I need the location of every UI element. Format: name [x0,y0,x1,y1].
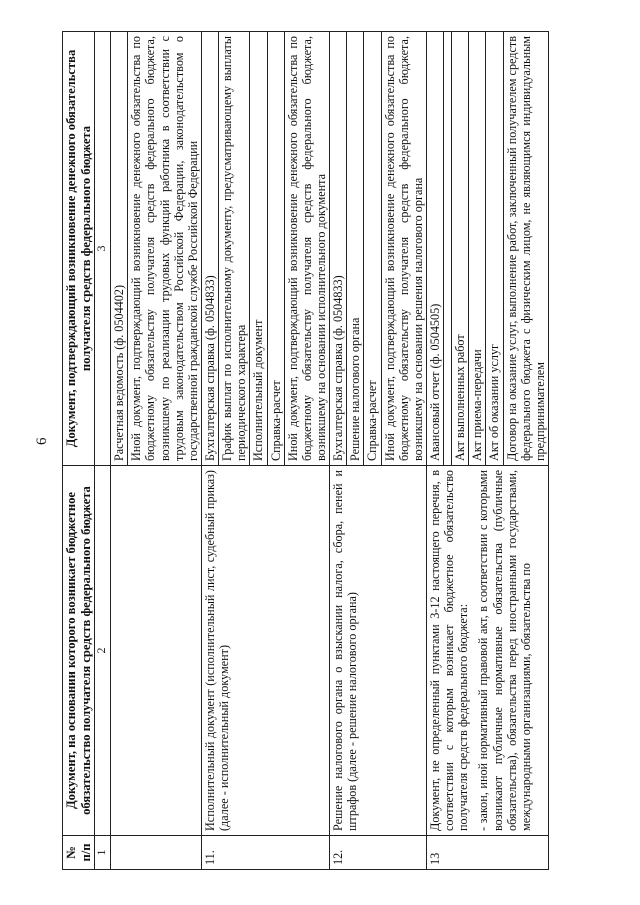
row-num: 13 [427,836,549,870]
page-number: 6 [34,437,50,445]
doc-item: График выплат по исполнительному документу, предусматривающему выплаты периодического характера [219,32,250,466]
doc-item: Акт приема-передачи [469,32,486,466]
doc-item-empty [444,32,452,466]
basis-paragraph: Документ, не определенный пунктами 3-12 настоящего перечня, в соответствии с которым возникает бюджетное обязательство получателя средств федерального бюджета: [428,470,471,831]
doc-item: Справка-расчет [364,32,381,466]
doc-item: Авансовый отчет (ф. 0504505) [427,32,444,466]
doc-item: Договор на оказание услуг, выполнение работ, заключенный получателем средств федерального бюджета с физическим лицом, не являющимся индивидуальным предпринимателем [503,32,548,466]
doc-item: Бухгалтерская справка (ф. 0504833) [202,32,219,466]
column-index-row [95,32,111,870]
row-basis [111,466,202,836]
doc-item: Решение налогового органа [347,32,364,466]
doc-item: Исполнительный документ [250,32,267,466]
basis-paragraph: - закон, иной нормативный правовой акт, в соответствии с которыми возникают публичные нормативные обязательства (публичные обязательства), обязательства перед иностранными государствами, международными организациями, обязательства по [476,470,533,831]
header-num: № п/п [63,836,95,870]
doc-item: Справка-расчет [267,32,284,466]
header-row [63,32,95,870]
doc-item: Иной документ, подтверждающий возникновение денежного обязательства по бюджетному обязательству получателя средств федерального бюджета, возникшему по реализации трудовых функций работника в соответствии с трудовым законодательством Российской Федерации, законодательством о государственной гражданской службе Российской Федерации [128,32,202,466]
table-row [111,32,128,870]
row-num: 12. [330,836,427,870]
column-index: 1 [95,836,111,870]
doc-item: Акт об оказании услуг [486,32,503,466]
row-basis: Решение налогового органа о взыскании налога, сбора, пеней и штрафов (далее - решение налогового органа) [330,466,427,836]
header-basis: Документ, на основании которого возникает бюджетное обязательство получателя средств федерального бюджета [63,466,95,836]
column-index: 2 [95,466,111,836]
row-num [111,836,202,870]
doc-item: Бухгалтерская справка (ф. 0504833) [330,32,347,466]
header-document: Документ, подтверждающий возникновение денежного обязательства получателя средств федерального бюджета [63,32,95,466]
row-basis [427,466,549,836]
obligations-table [62,31,549,870]
column-index: 3 [95,32,111,466]
row-basis: Исполнительный документ (исполнительный лист, судебный приказ) (далее - исполнительный документ) [202,466,330,836]
doc-item: Расчетная ведомость (ф. 0504402) [111,32,128,466]
doc-item: Акт выполненных работ [452,32,469,466]
doc-item: Иной документ, подтверждающий возникновение денежного обязательства по бюджетному обязательству получателя средств федерального бюджета, возникшему на основании исполнительного документа [284,32,329,466]
document-sheet [62,32,582,870]
table-row [427,32,444,870]
table-row [202,32,219,870]
table-row [330,32,347,870]
doc-item: Иной документ, подтверждающий возникновение денежного обязательства по бюджетному обязательству получателя средств федерального бюджета, возникшему на основании решения налогового органа [381,32,426,466]
row-num: 11. [202,836,330,870]
